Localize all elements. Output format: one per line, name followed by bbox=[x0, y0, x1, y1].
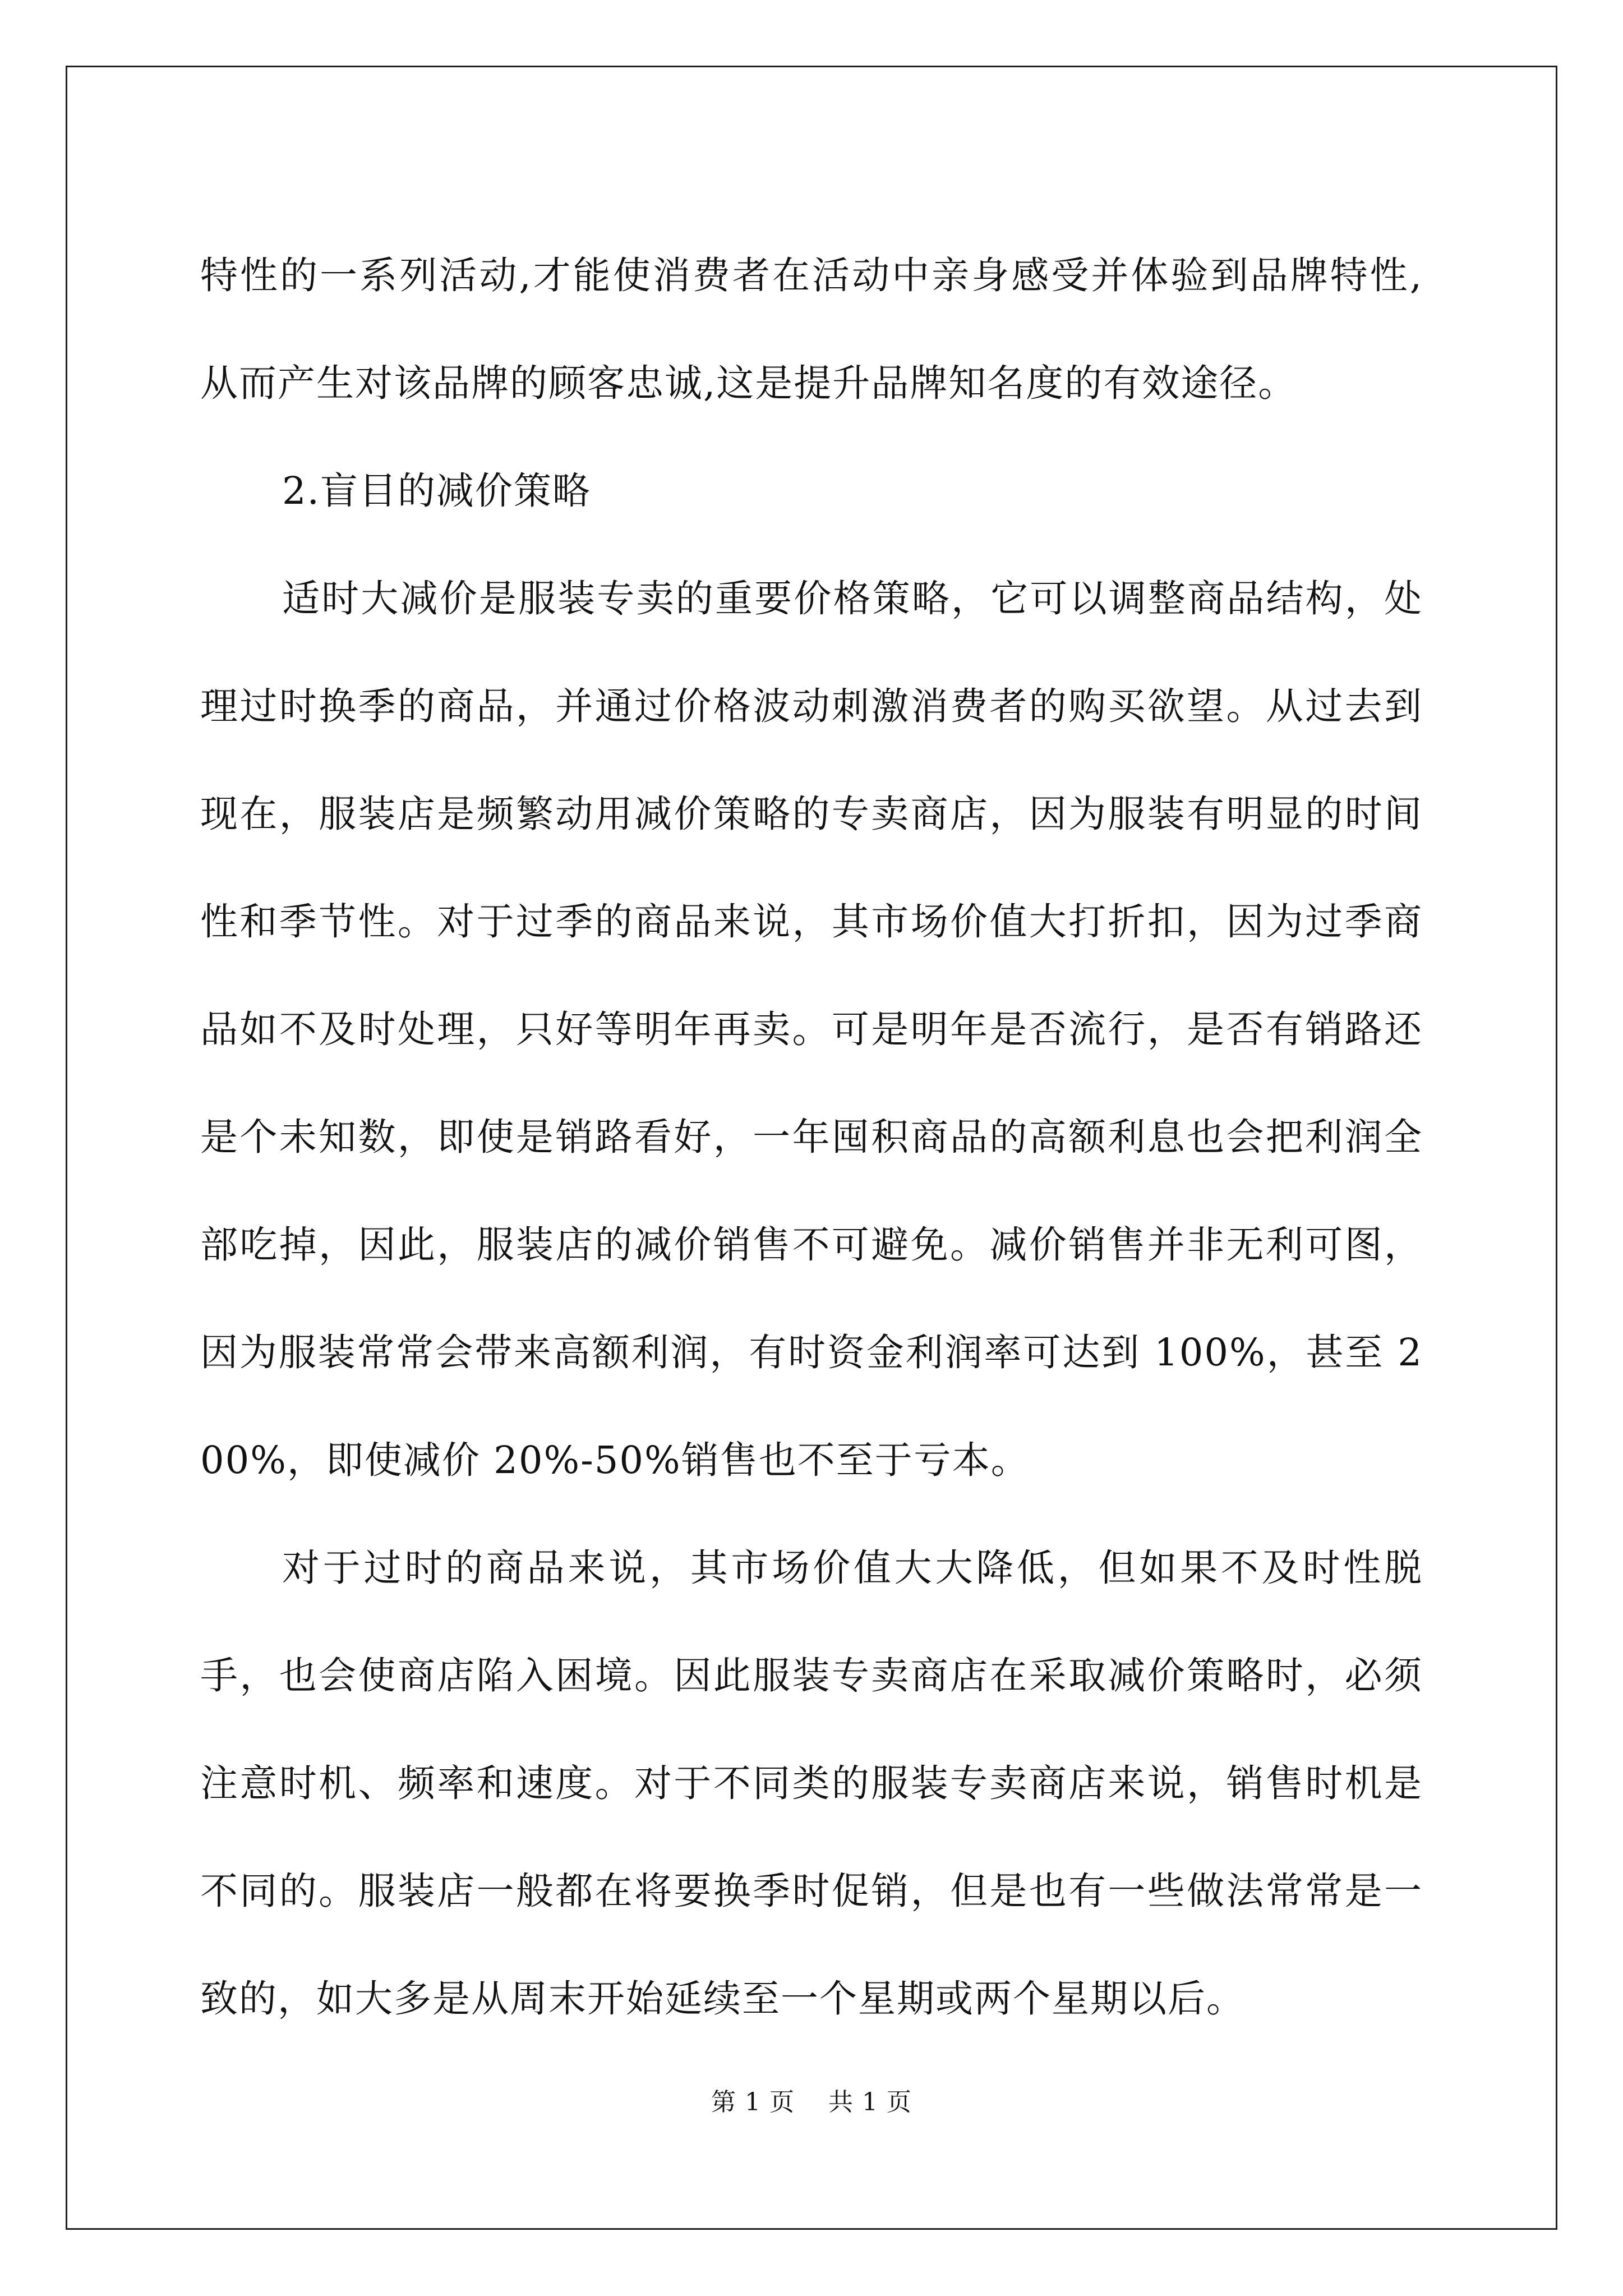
page-total: 共 1 页 bbox=[828, 2088, 912, 2116]
paragraph-body: 适时大减价是服装专卖的重要价格策略，它可以调整商品结构，处理过时换季的商品，并通过价格波动刺激消费者的购买欲望。从过去到现在，服装店是频繁动用减价策略的专卖商店，因为服装有明显的时间性和季节性。对于过季的商品来说，其市场价值大打折扣，因为过季商品如不及时处理，只好等明年再卖。可是明年是否流行，是否有销路还是个未知数，即使是销路看好，一年囤积商品的高额利息也会把利润全部吃掉，因此，服装店的减价销售不可避免。减价销售并非无利可图，因为服装常常会带来高额利润，有时资金利润率可达到 100%，甚至 200%，即使减价 20%-50%销售也不至于亏本。 bbox=[200, 577, 1423, 1482]
paragraph-body: 对于过时的商品来说，其市场价值大大降低，但如果不及时性脱手，也会使商店陷入困境。因此服装专卖商店在采取减价策略时，必须注意时机、频率和速度。对于不同类的服装专卖商店来说，销售时机是不同的。服装店一般都在将要换季时促销，但是也有一些做法常常是一致的，如大多是从周末开始延续至一个星期或两个星期以后。 bbox=[200, 1546, 1423, 2021]
document-body bbox=[200, 222, 1423, 2053]
page-number: 第 1 页 bbox=[711, 2088, 795, 2116]
section-heading: 2.盲目的减价策略 bbox=[282, 469, 591, 513]
page-footer bbox=[0, 2086, 1623, 2119]
paragraph-continuation: 特性的一系列活动,才能使消费者在活动中亲身感受并体验到品牌特性,从而产生对该品牌的顾客忠诚,这是提升品牌知名度的有效途径。 bbox=[200, 254, 1423, 405]
